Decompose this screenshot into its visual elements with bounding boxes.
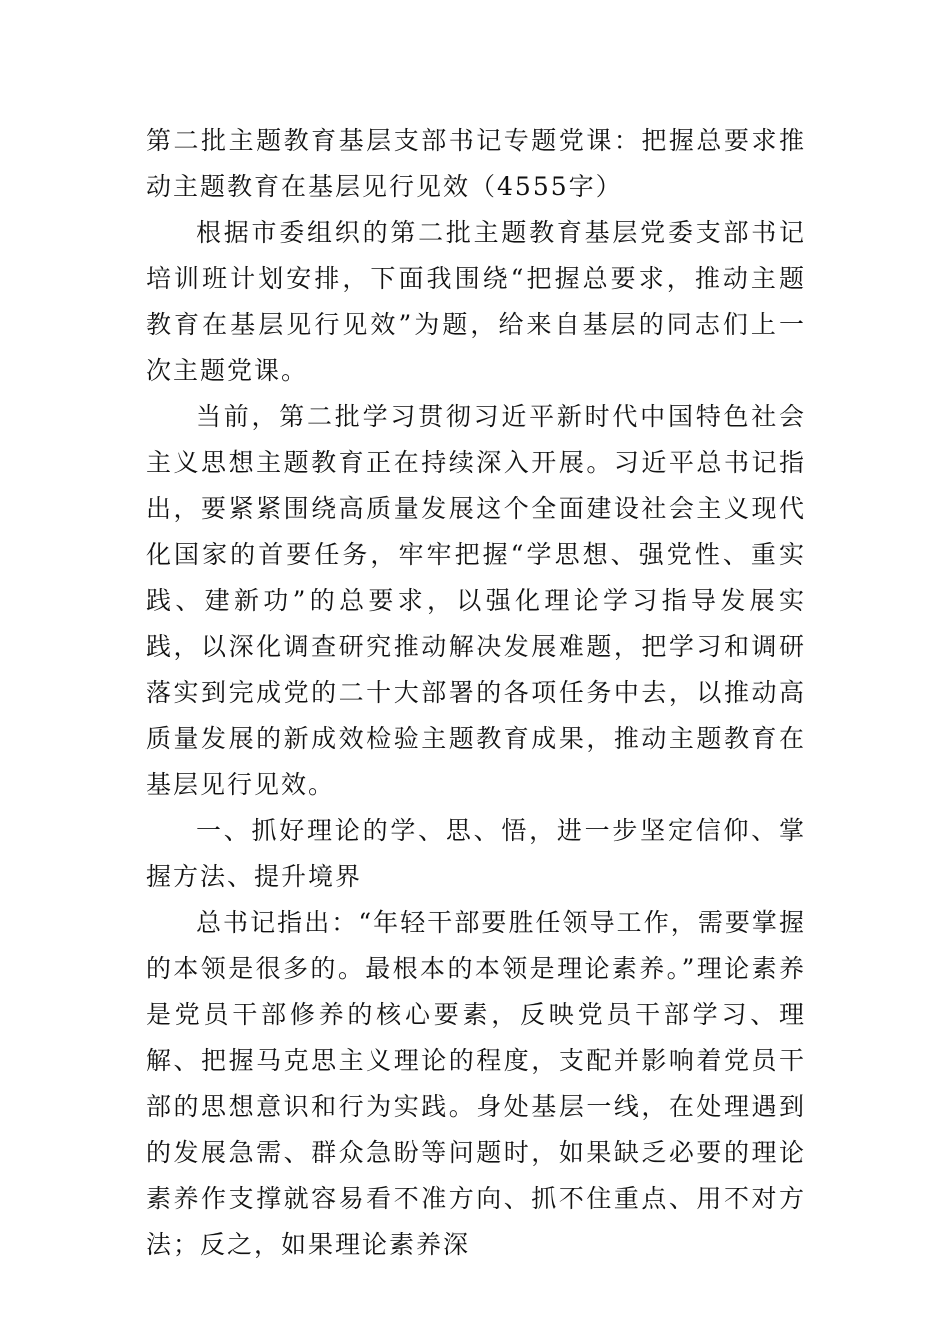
paragraph-theory: 总书记指出：“年轻干部要胜任领导工作，需要掌握的本领是很多的。最根本的本领是理论素养。”理论素养是党员干部修养的核心要素，反映党员干部学习、理解、把握马克思主义理论的程度，支配并影响着党员干部的思想意识和行为实践。身处基层一线，在处理遇到的发展急需、群众急盼等问题时，如果缺乏必要的理论素养作支撑就容易看不准方向、抓不住重点、用不对方法；反之，如果理论素养深 xyxy=(146,908,806,1259)
paragraph-intro: 根据市委组织的第二批主题教育基层党委支部书记培训班计划安排，下面我围绕“把握总要求，推动主题教育在基层见行见效”为题，给来自基层的同志们上一次主题党课。 xyxy=(146,218,806,385)
document-title: 第二批主题教育基层支部书记专题党课：把握总要求推动主题教育在基层见行见效（4555字） xyxy=(146,126,806,201)
paragraph-background: 当前，第二批学习贯彻习近平新时代中国特色社会主义思想主题教育正在持续深入开展。习近平总书记指出，要紧紧围绕高质量发展这个全面建设社会主义现代化国家的首要任务，牢牢把握“学思想、强党性、重实践、建新功”的总要求，以强化理论学习指导发展实践，以深化调查研究推动解决发展难题，把学习和调研落实到完成党的二十大部署的各项任务中去，以推动高质量发展的新成效检验主题教育成果，推动主题教育在基层见行见效。 xyxy=(146,402,806,799)
section-heading-1: 一、抓好理论的学、思、悟，进一步坚定信仰、掌握方法、提升境界 xyxy=(146,816,806,891)
document-body xyxy=(146,118,806,1268)
